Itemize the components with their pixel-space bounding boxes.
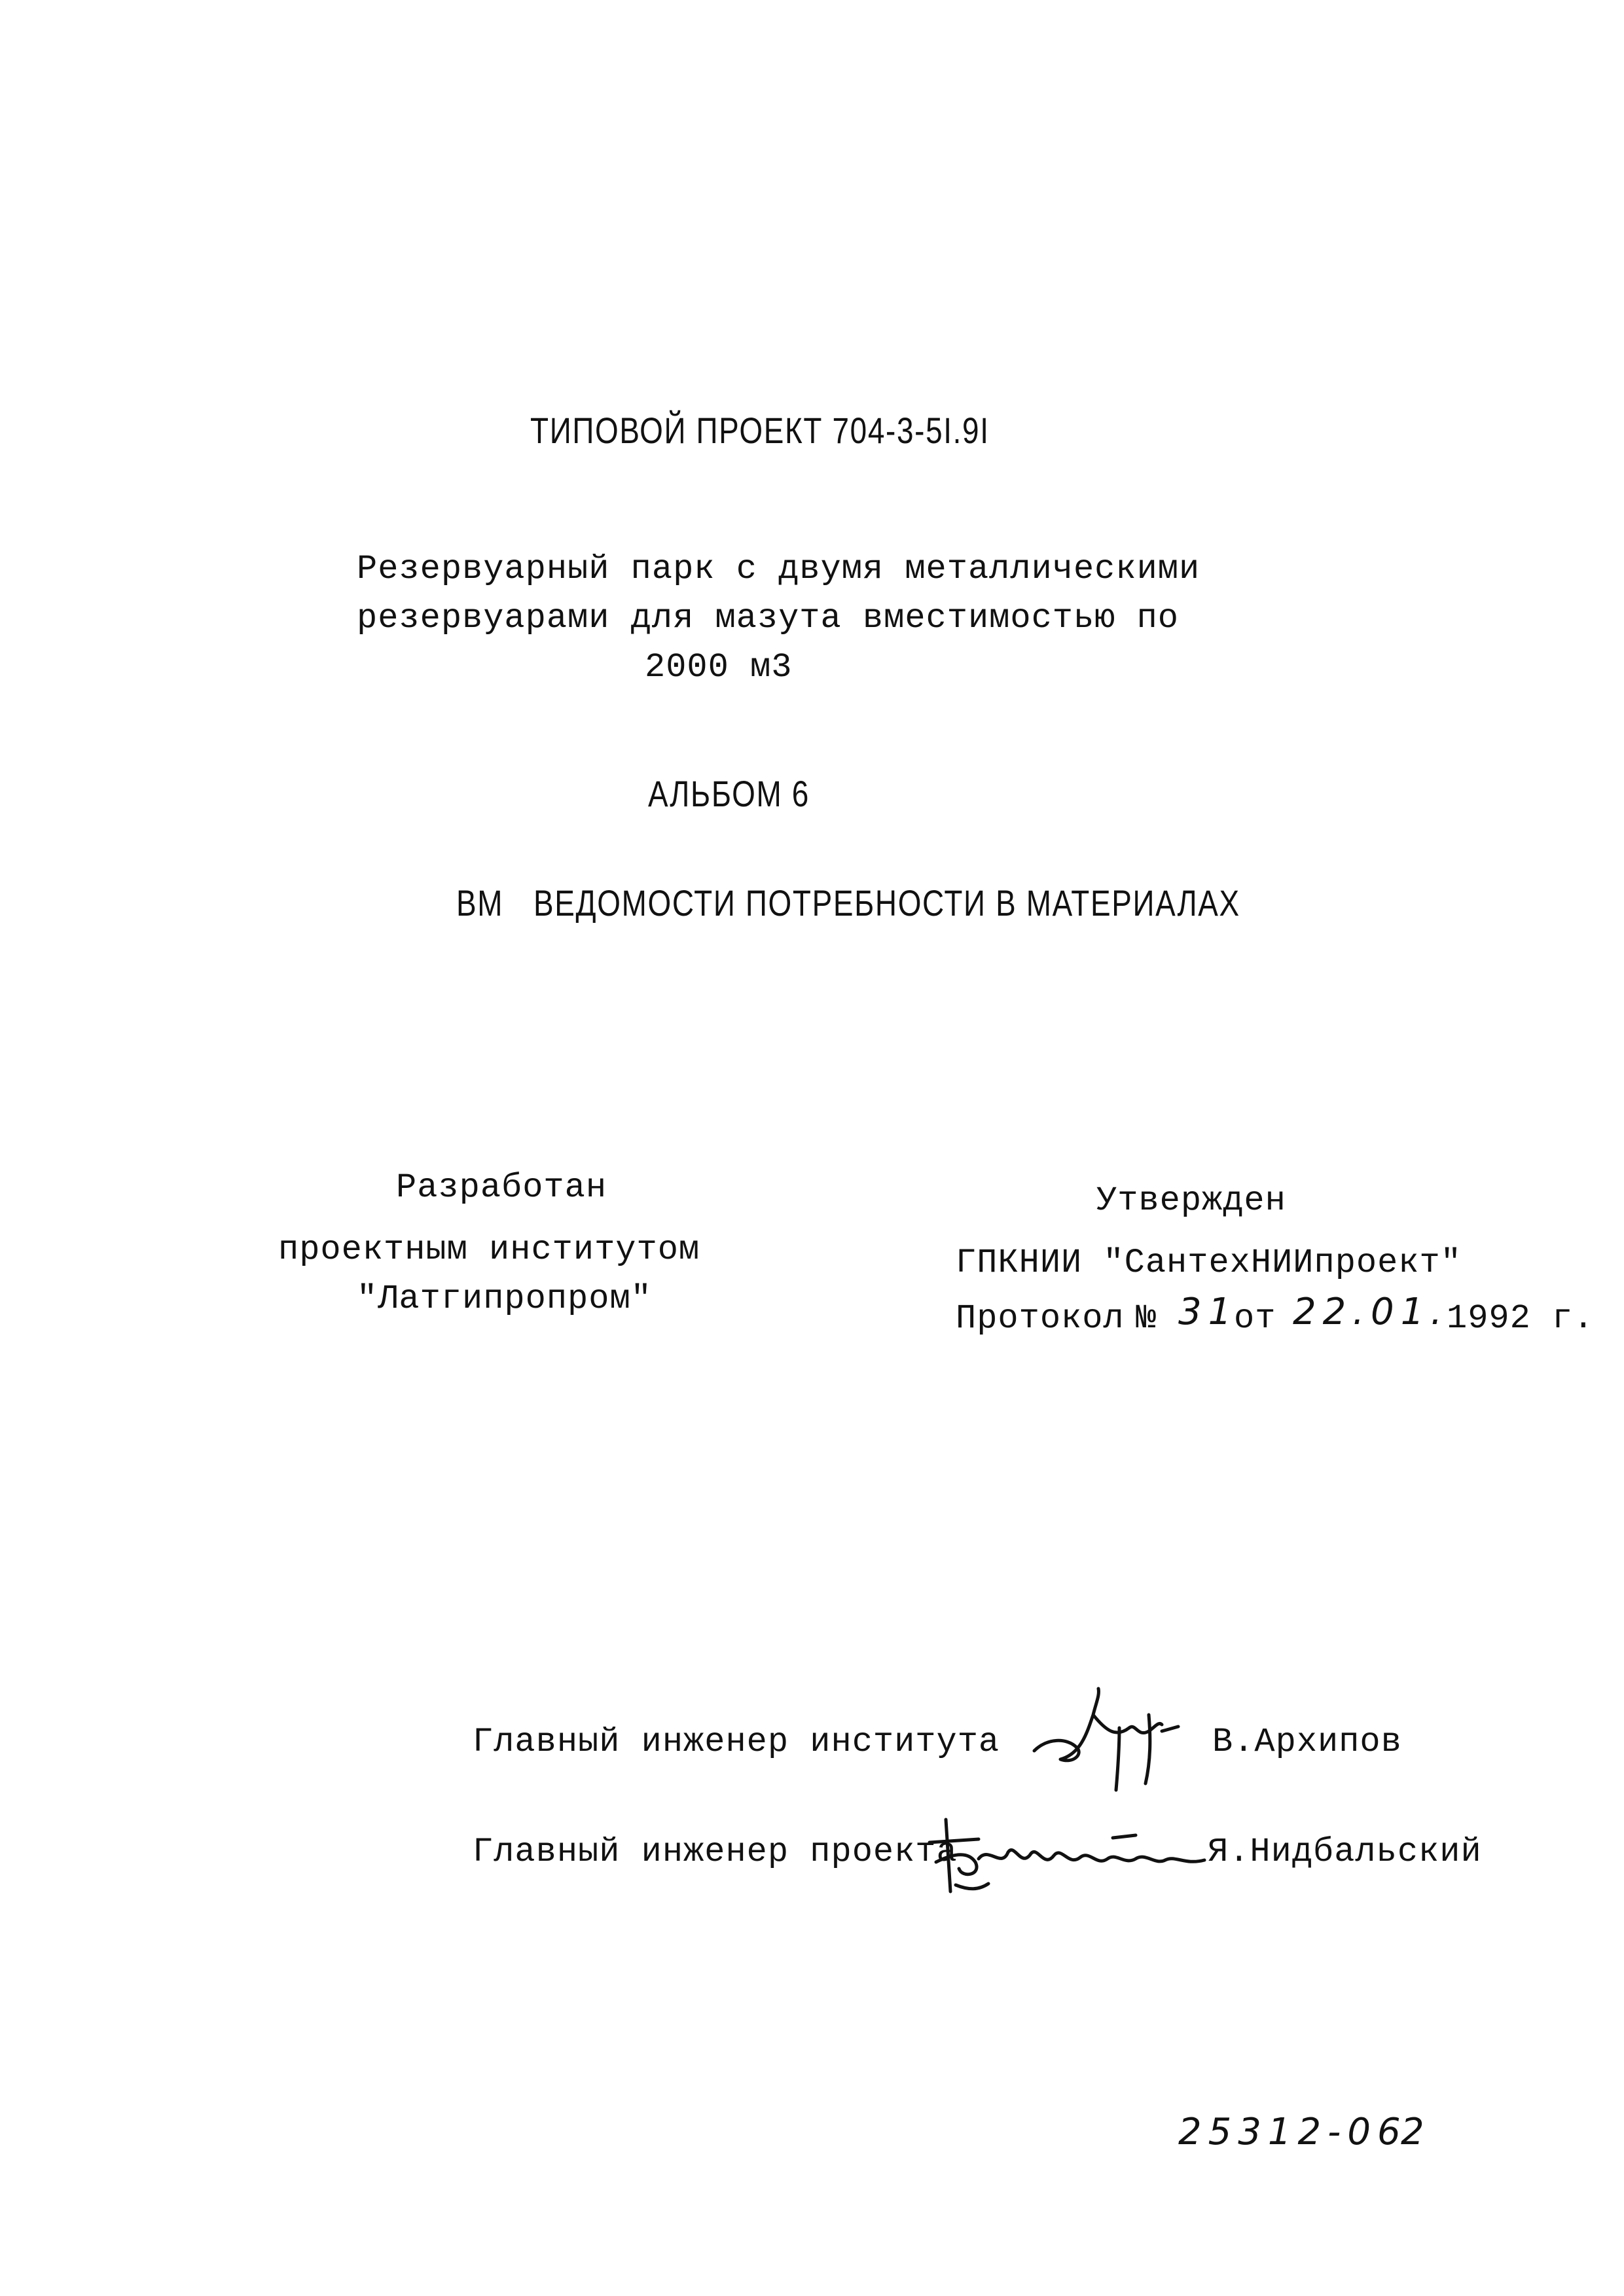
protocol-date: 22.01. (1293, 1291, 1449, 1333)
signature-nidbalsky (916, 1806, 1218, 1898)
sheet-number: 2 (1401, 2111, 1431, 2153)
protocol-prefix: Протокол (956, 1299, 1125, 1338)
developed-institute-name: "Латгипропром" (357, 1280, 652, 1318)
title-line-2: резервуарами для мазута вместимостью по (357, 599, 1179, 637)
inventory-number: 25312-06 (1178, 2111, 1407, 2153)
section-title: ВЕДОМОСТИ ПОТРЕБНОСТИ В МАТЕРИАЛАХ (533, 882, 1240, 924)
protocol-number-sign: № (1136, 1299, 1157, 1338)
approved-label: Утвержден (1096, 1181, 1286, 1220)
signature-arkhipov (1021, 1676, 1191, 1800)
title-line-1: Резервуарный парк с двумя металлическими (357, 550, 1200, 588)
project-number: ТИПОВОЙ ПРОЕКТ 704-3-5I.9I (530, 410, 990, 451)
signature-role-2: Главный инженер проекта (473, 1833, 958, 1871)
protocol-number: 31 (1178, 1291, 1238, 1333)
protocol-from: от (1234, 1299, 1276, 1338)
approved-organization: ГПКНИИ "СантехНИИпроект" (956, 1244, 1462, 1282)
signature-name-2: Я.Нидбальский (1208, 1833, 1482, 1871)
signature-role-1: Главный инженер института (473, 1723, 1000, 1761)
developed-label: Разработан (396, 1168, 607, 1207)
developed-institute-line: проектным институтом (278, 1230, 700, 1269)
protocol-year: 1992 г. (1447, 1299, 1595, 1338)
title-line-3: 2000 м3 (645, 648, 793, 687)
album-label: АЛЬБОМ 6 (648, 773, 810, 814)
signature-name-1: В.Архипов (1212, 1723, 1402, 1761)
section-code: ВМ (456, 882, 504, 924)
